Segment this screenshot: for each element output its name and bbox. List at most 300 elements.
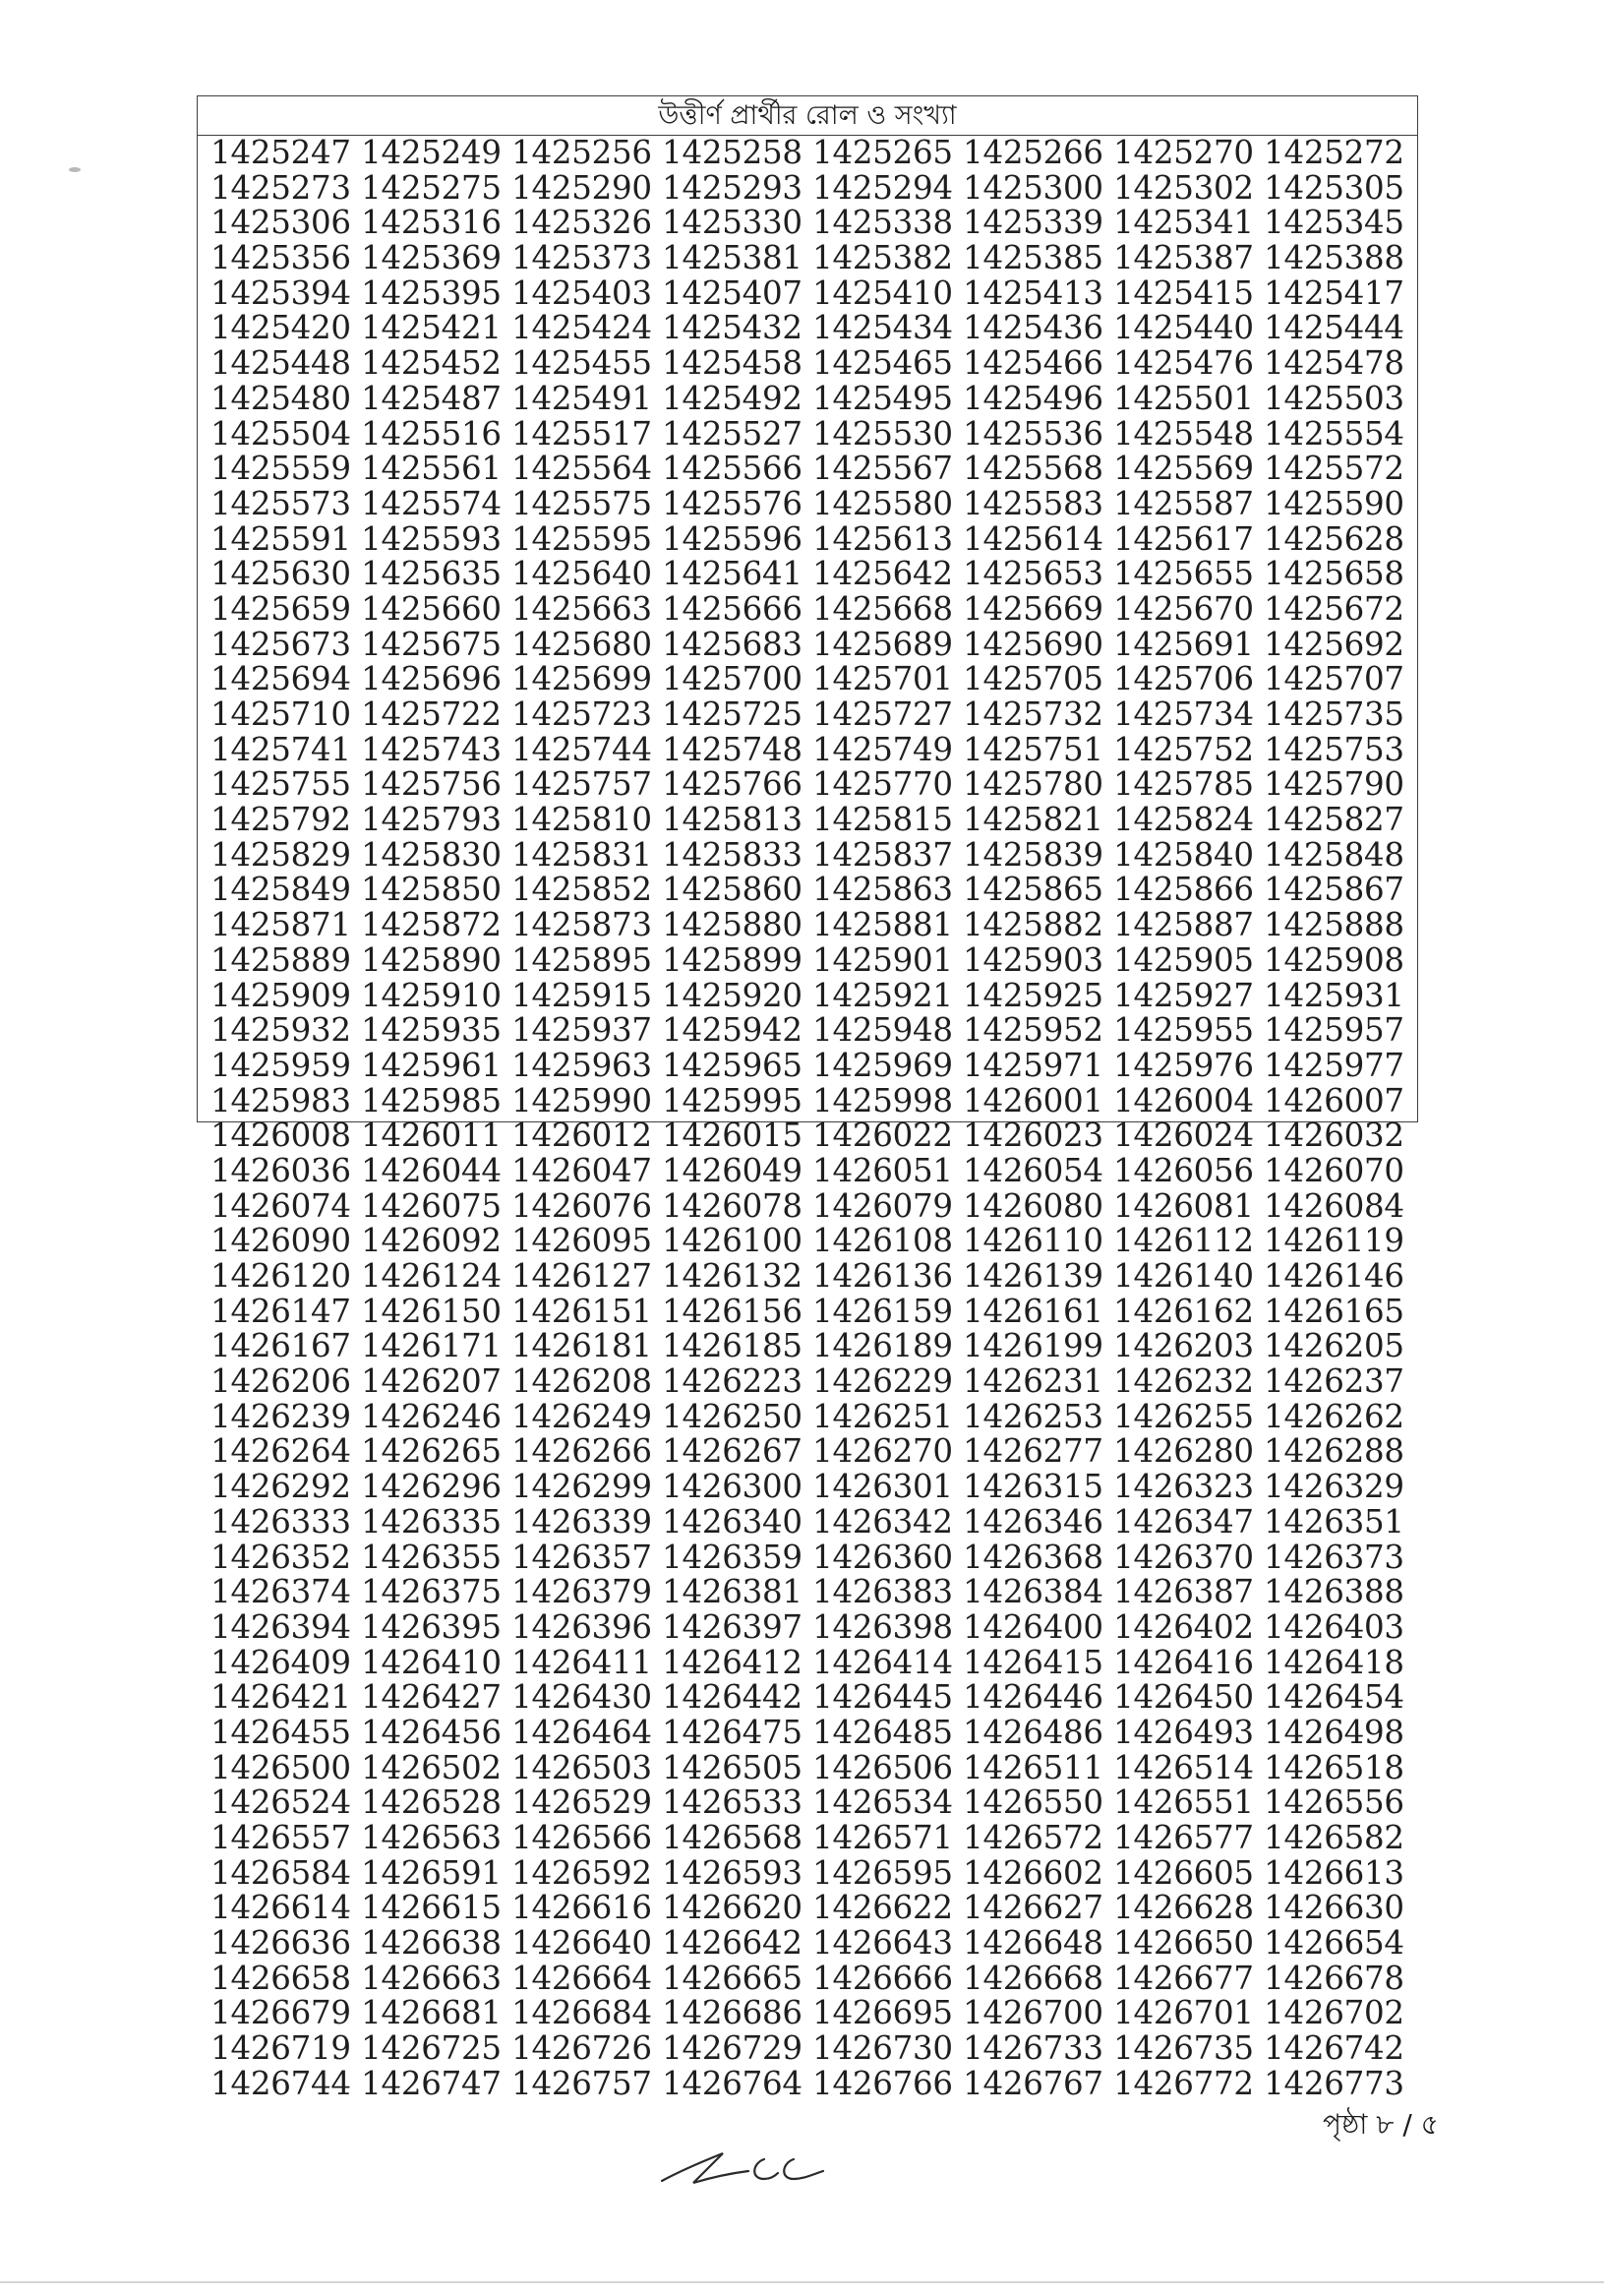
roll-number-cell: 1426339 xyxy=(511,1502,652,1541)
roll-number-cell: 1426403 xyxy=(1264,1607,1404,1646)
roll-number-cell: 1426266 xyxy=(511,1432,652,1471)
roll-number-cell: 1425417 xyxy=(1264,273,1404,312)
roll-number-cell: 1425969 xyxy=(812,1046,953,1084)
roll-number-cell: 1426681 xyxy=(361,1994,502,2032)
roll-number-cell: 1426729 xyxy=(662,2029,802,2068)
roll-number-cell: 1425955 xyxy=(1113,1011,1254,1050)
roll-number-cell: 1425326 xyxy=(511,204,652,242)
roll-number-cell: 1426551 xyxy=(1113,1783,1254,1822)
roll-number-cell: 1426412 xyxy=(662,1643,802,1681)
roll-number-cell: 1425663 xyxy=(511,589,652,628)
roll-number-cell: 1426161 xyxy=(963,1292,1103,1330)
roll-number-cell: 1426640 xyxy=(511,1924,652,1963)
roll-number-cell: 1426613 xyxy=(1264,1853,1404,1892)
roll-number-cell: 1426702 xyxy=(1264,1994,1404,2032)
roll-number-cell: 1425839 xyxy=(963,835,1103,874)
roll-number-cell: 1425395 xyxy=(361,273,502,312)
roll-number-cell: 1426075 xyxy=(361,1186,502,1225)
roll-number-cell: 1426493 xyxy=(1113,1713,1254,1751)
roll-number-cell: 1425403 xyxy=(511,273,652,312)
roll-number-cell: 1425316 xyxy=(361,204,502,242)
roll-number-cell: 1425641 xyxy=(662,555,802,593)
roll-number-cell: 1426237 xyxy=(1264,1362,1404,1401)
roll-number-cell: 1426726 xyxy=(511,2029,652,2068)
roll-number-cell: 1425725 xyxy=(662,695,802,733)
roll-number-cell: 1426265 xyxy=(361,1432,502,1471)
roll-number-cell: 1426347 xyxy=(1113,1502,1254,1541)
roll-number-cell: 1425770 xyxy=(812,765,953,804)
roll-number-cell: 1425373 xyxy=(511,239,652,277)
roll-number-cell: 1426208 xyxy=(511,1362,652,1401)
roll-number-cell: 1426678 xyxy=(1264,1959,1404,1997)
roll-number-cell: 1425266 xyxy=(963,134,1103,171)
roll-number-cell: 1425727 xyxy=(812,695,953,733)
roll-number-cell: 1425707 xyxy=(1264,660,1404,698)
roll-number-cell: 1425710 xyxy=(210,695,351,733)
roll-number-cell: 1426622 xyxy=(812,1889,953,1927)
roll-number-cell: 1425785 xyxy=(1113,765,1254,804)
roll-number-cell: 1426136 xyxy=(812,1257,953,1295)
roll-number-cell: 1426563 xyxy=(361,1819,502,1856)
roll-number-cell: 1425573 xyxy=(210,484,351,522)
roll-number-cell: 1426421 xyxy=(210,1678,351,1717)
roll-number-cell: 1426119 xyxy=(1264,1222,1404,1260)
roll-number-cell: 1426450 xyxy=(1113,1678,1254,1717)
roll-number-cell: 1425501 xyxy=(1113,379,1254,417)
roll-number-cell: 1426299 xyxy=(511,1468,652,1506)
roll-number-cell: 1426503 xyxy=(511,1748,652,1786)
roll-number-cell: 1425421 xyxy=(361,309,502,347)
roll-number-cell: 1425700 xyxy=(662,660,802,698)
roll-number-cell: 1425338 xyxy=(812,204,953,242)
roll-number-cell: 1425743 xyxy=(361,730,502,768)
roll-number-cell: 1425574 xyxy=(361,484,502,522)
roll-number-cell: 1425561 xyxy=(361,450,502,488)
roll-number-cell: 1426078 xyxy=(662,1186,802,1225)
roll-number-cell: 1425593 xyxy=(361,519,502,558)
roll-number-cell: 1426725 xyxy=(361,2029,502,2068)
roll-number-cell: 1425572 xyxy=(1264,450,1404,488)
roll-number-cell: 1425536 xyxy=(963,414,1103,453)
roll-number-cell: 1426051 xyxy=(812,1151,953,1189)
roll-number-cell: 1425985 xyxy=(361,1081,502,1119)
roll-number-cell: 1425345 xyxy=(1264,204,1404,242)
roll-number-cell: 1425394 xyxy=(210,273,351,312)
roll-number-cell: 1425793 xyxy=(361,801,502,839)
roll-number-cell: 1426374 xyxy=(210,1573,351,1611)
signature xyxy=(654,2140,851,2199)
roll-number-cell: 1426528 xyxy=(361,1783,502,1822)
roll-number-cell: 1426397 xyxy=(662,1607,802,1646)
roll-number-cell: 1425388 xyxy=(1264,239,1404,277)
roll-number-cell: 1425465 xyxy=(812,344,953,383)
roll-number-cell: 1426394 xyxy=(210,1607,351,1646)
roll-number-cell: 1426464 xyxy=(511,1713,652,1751)
roll-number-cell: 1425272 xyxy=(1264,134,1404,171)
roll-number-cell: 1426262 xyxy=(1264,1397,1404,1435)
roll-number-cell: 1426357 xyxy=(511,1538,652,1576)
roll-number-cell: 1426411 xyxy=(511,1643,652,1681)
roll-number-cell: 1426446 xyxy=(963,1678,1103,1717)
roll-number-cell: 1426100 xyxy=(662,1222,802,1260)
roll-number-cell: 1426593 xyxy=(662,1853,802,1892)
roll-number-cell: 1425568 xyxy=(963,450,1103,488)
roll-number-cell: 1426735 xyxy=(1113,2029,1254,2068)
roll-number-cell: 1426638 xyxy=(361,1924,502,1963)
roll-number-cell: 1425660 xyxy=(361,589,502,628)
roll-number-cell: 1425495 xyxy=(812,379,953,417)
roll-number-cell: 1426445 xyxy=(812,1678,953,1717)
roll-number-cell: 1426654 xyxy=(1264,1924,1404,1963)
roll-number-cell: 1425496 xyxy=(963,379,1103,417)
roll-number-cell: 1425925 xyxy=(963,976,1103,1014)
roll-number-cell: 1426572 xyxy=(963,1819,1103,1856)
roll-number-cell: 1425635 xyxy=(361,555,502,593)
roll-number-cell: 1425849 xyxy=(210,871,351,909)
roll-number-cell: 1425831 xyxy=(511,835,652,874)
roll-number-cell: 1425659 xyxy=(210,589,351,628)
roll-number-cell: 1425692 xyxy=(1264,625,1404,663)
roll-number-cell: 1425867 xyxy=(1264,871,1404,909)
roll-number-cell: 1426628 xyxy=(1113,1889,1254,1927)
roll-number-cell: 1426627 xyxy=(963,1889,1103,1927)
roll-number-cell: 1426566 xyxy=(511,1819,652,1856)
roll-number-cell: 1426329 xyxy=(1264,1468,1404,1506)
roll-number-cell: 1426665 xyxy=(662,1959,802,1997)
roll-number-cell: 1425410 xyxy=(812,273,953,312)
roll-number-cell: 1425504 xyxy=(210,414,351,453)
roll-number-cell: 1425860 xyxy=(662,871,802,909)
roll-number-cell: 1426147 xyxy=(210,1292,351,1330)
roll-number-cell: 1426766 xyxy=(812,2064,953,2102)
roll-number-cell: 1425890 xyxy=(361,940,502,979)
roll-number-cell: 1426747 xyxy=(361,2064,502,2102)
roll-number-cell: 1426550 xyxy=(963,1783,1103,1822)
roll-number-cell: 1425848 xyxy=(1264,835,1404,874)
roll-number-cell: 1425961 xyxy=(361,1046,502,1084)
roll-number-cell: 1426677 xyxy=(1113,1959,1254,1997)
roll-number-cell: 1425273 xyxy=(210,168,351,207)
roll-number-cell: 1425382 xyxy=(812,239,953,277)
roll-number-cell: 1426250 xyxy=(662,1397,802,1435)
roll-number-cell: 1426110 xyxy=(963,1222,1103,1260)
roll-number-cell: 1425455 xyxy=(511,344,652,383)
roll-number-cell: 1425744 xyxy=(511,730,652,768)
roll-number-cell: 1426772 xyxy=(1113,2064,1254,2102)
roll-number-cell: 1425517 xyxy=(511,414,652,453)
roll-number-cell: 1425415 xyxy=(1113,273,1254,312)
roll-number-cell: 1425476 xyxy=(1113,344,1254,383)
roll-number-cell: 1426007 xyxy=(1264,1081,1404,1119)
roll-number-cell: 1426270 xyxy=(812,1432,953,1471)
roll-number-cell: 1426203 xyxy=(1113,1327,1254,1365)
roll-number-cell: 1426108 xyxy=(812,1222,953,1260)
roll-number-cell: 1425755 xyxy=(210,765,351,804)
roll-number-cell: 1426455 xyxy=(210,1713,351,1751)
roll-number-cell: 1425748 xyxy=(662,730,802,768)
roll-number-cell: 1426351 xyxy=(1264,1502,1404,1541)
roll-number-cell: 1426296 xyxy=(361,1468,502,1506)
roll-number-cell: 1426595 xyxy=(812,1853,953,1892)
roll-number-cell: 1426023 xyxy=(963,1117,1103,1155)
roll-number-cell: 1425655 xyxy=(1113,555,1254,593)
roll-number-cell: 1425432 xyxy=(662,309,802,347)
roll-number-cell: 1426081 xyxy=(1113,1186,1254,1225)
roll-number-cell: 1425957 xyxy=(1264,1011,1404,1050)
roll-number-cell: 1426340 xyxy=(662,1502,802,1541)
roll-number-cell: 1426185 xyxy=(662,1327,802,1365)
roll-number-cell: 1425424 xyxy=(511,309,652,347)
roll-number-cell: 1425306 xyxy=(210,204,351,242)
roll-number-cell: 1425965 xyxy=(662,1046,802,1084)
roll-number-cell: 1425617 xyxy=(1113,519,1254,558)
roll-number-cell: 1425830 xyxy=(361,835,502,874)
roll-number-cell: 1425458 xyxy=(662,344,802,383)
roll-number-cell: 1426159 xyxy=(812,1292,953,1330)
roll-number-cell: 1425564 xyxy=(511,450,652,488)
roll-number-cell: 1425735 xyxy=(1264,695,1404,733)
roll-number-cell: 1425866 xyxy=(1113,871,1254,909)
roll-number-cell: 1425872 xyxy=(361,906,502,944)
roll-number-cell: 1426577 xyxy=(1113,1819,1254,1856)
roll-number-cell: 1426415 xyxy=(963,1643,1103,1681)
roll-number-cell: 1426181 xyxy=(511,1327,652,1365)
roll-number-cell: 1426011 xyxy=(361,1117,502,1155)
roll-number-cell: 1425300 xyxy=(963,168,1103,207)
roll-number-cell: 1425852 xyxy=(511,871,652,909)
roll-number-cell: 1425815 xyxy=(812,801,953,839)
roll-number-cell: 1426373 xyxy=(1264,1538,1404,1576)
roll-number-cell: 1426012 xyxy=(511,1117,652,1155)
roll-number-cell: 1426124 xyxy=(361,1257,502,1295)
roll-number-cell: 1426614 xyxy=(210,1889,351,1927)
roll-number-cell: 1426095 xyxy=(511,1222,652,1260)
roll-number-cell: 1425503 xyxy=(1264,379,1404,417)
roll-number-cell: 1426264 xyxy=(210,1432,351,1471)
roll-number-cell: 1425614 xyxy=(963,519,1103,558)
roll-number-cell: 1425293 xyxy=(662,168,802,207)
roll-number-cell: 1425381 xyxy=(662,239,802,277)
roll-number-cell: 1426206 xyxy=(210,1362,351,1401)
roll-number-cell: 1425927 xyxy=(1113,976,1254,1014)
roll-number-cell: 1425963 xyxy=(511,1046,652,1084)
roll-number-cell: 1425749 xyxy=(812,730,953,768)
roll-number-cell: 1426008 xyxy=(210,1117,351,1155)
roll-number-cell: 1426518 xyxy=(1264,1748,1404,1786)
roll-number-cell: 1426502 xyxy=(361,1748,502,1786)
roll-number-cell: 1425935 xyxy=(361,1011,502,1050)
roll-number-cell: 1425948 xyxy=(812,1011,953,1050)
roll-number-cell: 1426139 xyxy=(963,1257,1103,1295)
roll-number-cell: 1426456 xyxy=(361,1713,502,1751)
roll-number-cell: 1425792 xyxy=(210,801,351,839)
roll-number-cell: 1426333 xyxy=(210,1502,351,1541)
roll-number-cell: 1426454 xyxy=(1264,1678,1404,1717)
roll-number-cell: 1425294 xyxy=(812,168,953,207)
table-title: উত্তীর্ণ প্রার্থীর রোল ও সংখ্যা xyxy=(198,96,1417,136)
roll-number-cell: 1426571 xyxy=(812,1819,953,1856)
roll-number-cell: 1425452 xyxy=(361,344,502,383)
roll-number-cell: 1426015 xyxy=(662,1117,802,1155)
roll-number-cell: 1425850 xyxy=(361,871,502,909)
roll-number-cell: 1425691 xyxy=(1113,625,1254,663)
roll-number-cell: 1426001 xyxy=(963,1081,1103,1119)
roll-number-cell: 1426292 xyxy=(210,1468,351,1506)
roll-number-cell: 1426199 xyxy=(963,1327,1103,1365)
roll-number-cell: 1426666 xyxy=(812,1959,953,1997)
roll-number-cell: 1425466 xyxy=(963,344,1103,383)
roll-number-cell: 1426132 xyxy=(662,1257,802,1295)
roll-number-cell: 1425905 xyxy=(1113,940,1254,979)
roll-number-cell: 1426300 xyxy=(662,1468,802,1506)
roll-number-cell: 1426695 xyxy=(812,1994,953,2032)
roll-number-cell: 1425790 xyxy=(1264,765,1404,804)
roll-number-cell: 1425387 xyxy=(1113,239,1254,277)
roll-number-cell: 1425567 xyxy=(812,450,953,488)
roll-number-cell: 1425908 xyxy=(1264,940,1404,979)
roll-number-cell: 1426092 xyxy=(361,1222,502,1260)
roll-number-cell: 1426167 xyxy=(210,1327,351,1365)
roll-number-cell: 1425901 xyxy=(812,940,953,979)
roll-number-cell: 1425491 xyxy=(511,379,652,417)
roll-number-cell: 1426383 xyxy=(812,1573,953,1611)
roll-number-cell: 1425385 xyxy=(963,239,1103,277)
roll-number-cell: 1426171 xyxy=(361,1327,502,1365)
roll-number-cell: 1426223 xyxy=(662,1362,802,1401)
roll-number-cell: 1426742 xyxy=(1264,2029,1404,2068)
roll-number-cell: 1426767 xyxy=(963,2064,1103,2102)
roll-number-cell: 1426387 xyxy=(1113,1573,1254,1611)
roll-number-cell: 1425265 xyxy=(812,134,953,171)
roll-number-cell: 1425895 xyxy=(511,940,652,979)
roll-number-cell: 1426764 xyxy=(662,2064,802,2102)
roll-number-cell: 1426127 xyxy=(511,1257,652,1295)
roll-number-cell: 1425752 xyxy=(1113,730,1254,768)
roll-number-cell: 1425756 xyxy=(361,765,502,804)
roll-number-cell: 1425356 xyxy=(210,239,351,277)
roll-number-cell: 1425666 xyxy=(662,589,802,628)
roll-number-cell: 1425810 xyxy=(511,801,652,839)
roll-number-cell: 1425258 xyxy=(662,134,802,171)
roll-number-cell: 1425580 xyxy=(812,484,953,522)
roll-number-cell: 1426410 xyxy=(361,1643,502,1681)
roll-number-grid xyxy=(198,136,1417,2102)
roll-number-cell: 1426636 xyxy=(210,1924,351,1963)
roll-number-cell: 1425583 xyxy=(963,484,1103,522)
roll-number-cell: 1425780 xyxy=(963,765,1103,804)
roll-number-cell: 1426070 xyxy=(1264,1151,1404,1189)
roll-number-cell: 1426402 xyxy=(1113,1607,1254,1646)
roll-number-cell: 1426615 xyxy=(361,1889,502,1927)
roll-number-cell: 1425932 xyxy=(210,1011,351,1050)
roll-number-cell: 1425701 xyxy=(812,660,953,698)
roll-number-cell: 1426359 xyxy=(662,1538,802,1576)
roll-number-cell: 1425952 xyxy=(963,1011,1103,1050)
roll-number-cell: 1425837 xyxy=(812,835,953,874)
roll-number-cell: 1426730 xyxy=(812,2029,953,2068)
roll-number-cell: 1425413 xyxy=(963,273,1103,312)
roll-number-cell: 1426346 xyxy=(963,1502,1103,1541)
roll-number-cell: 1425706 xyxy=(1113,660,1254,698)
roll-number-cell: 1426498 xyxy=(1264,1713,1404,1751)
roll-number-cell: 1426022 xyxy=(812,1117,953,1155)
roll-number-cell: 1425871 xyxy=(210,906,351,944)
roll-number-cell: 1426120 xyxy=(210,1257,351,1295)
roll-number-cell: 1426189 xyxy=(812,1327,953,1365)
roll-number-cell: 1425670 xyxy=(1113,589,1254,628)
roll-number-cell: 1425976 xyxy=(1113,1046,1254,1084)
roll-number-cell: 1426616 xyxy=(511,1889,652,1927)
roll-number-cell: 1426582 xyxy=(1264,1819,1404,1856)
roll-number-cell: 1425566 xyxy=(662,450,802,488)
roll-number-cell: 1426253 xyxy=(963,1397,1103,1435)
roll-number-cell: 1426642 xyxy=(662,1924,802,1963)
roll-number-cell: 1426047 xyxy=(511,1151,652,1189)
roll-number-cell: 1425653 xyxy=(963,555,1103,593)
roll-number-cell: 1426076 xyxy=(511,1186,652,1225)
roll-number-cell: 1426684 xyxy=(511,1994,652,2032)
roll-number-cell: 1426395 xyxy=(361,1607,502,1646)
roll-number-cell: 1425478 xyxy=(1264,344,1404,383)
roll-number-cell: 1425247 xyxy=(210,134,351,171)
roll-number-cell: 1426556 xyxy=(1264,1783,1404,1822)
roll-number-cell: 1426500 xyxy=(210,1748,351,1786)
roll-number-cell: 1426620 xyxy=(662,1889,802,1927)
roll-number-cell: 1425888 xyxy=(1264,906,1404,944)
roll-number-cell: 1425990 xyxy=(511,1081,652,1119)
roll-number-cell: 1426231 xyxy=(963,1362,1103,1401)
roll-number-cell: 1425270 xyxy=(1113,134,1254,171)
roll-number-cell: 1426232 xyxy=(1113,1362,1254,1401)
roll-number-cell: 1426352 xyxy=(210,1538,351,1576)
roll-number-cell: 1425971 xyxy=(963,1046,1103,1084)
roll-number-cell: 1426418 xyxy=(1264,1643,1404,1681)
roll-number-cell: 1426668 xyxy=(963,1959,1103,1997)
roll-number-cell: 1426079 xyxy=(812,1186,953,1225)
roll-number-cell: 1426384 xyxy=(963,1573,1103,1611)
result-table xyxy=(197,95,1418,2102)
roll-number-cell: 1426370 xyxy=(1113,1538,1254,1576)
roll-number-cell: 1425440 xyxy=(1113,309,1254,347)
scan-speck xyxy=(69,167,81,172)
roll-number-cell: 1425977 xyxy=(1264,1046,1404,1084)
roll-number-cell: 1425559 xyxy=(210,450,351,488)
roll-number-cell: 1425675 xyxy=(361,625,502,663)
roll-number-cell: 1426427 xyxy=(361,1678,502,1717)
roll-number-cell: 1426430 xyxy=(511,1678,652,1717)
roll-number-cell: 1426335 xyxy=(361,1502,502,1541)
page-edge xyxy=(0,2281,1604,2283)
roll-number-cell: 1426650 xyxy=(1113,1924,1254,1963)
roll-number-cell: 1425576 xyxy=(662,484,802,522)
roll-number-cell: 1425840 xyxy=(1113,835,1254,874)
roll-number-cell: 1425732 xyxy=(963,695,1103,733)
roll-number-cell: 1425434 xyxy=(812,309,953,347)
roll-number-cell: 1425723 xyxy=(511,695,652,733)
roll-number-cell: 1426396 xyxy=(511,1607,652,1646)
roll-number-cell: 1426054 xyxy=(963,1151,1103,1189)
roll-number-cell: 1425487 xyxy=(361,379,502,417)
roll-number-cell: 1425690 xyxy=(963,625,1103,663)
roll-number-cell: 1425983 xyxy=(210,1081,351,1119)
roll-number-cell: 1426024 xyxy=(1113,1117,1254,1155)
roll-number-cell: 1425865 xyxy=(963,871,1103,909)
roll-number-cell: 1425694 xyxy=(210,660,351,698)
roll-number-cell: 1426249 xyxy=(511,1397,652,1435)
roll-number-cell: 1426090 xyxy=(210,1222,351,1260)
roll-number-cell: 1425369 xyxy=(361,239,502,277)
roll-number-cell: 1425587 xyxy=(1113,484,1254,522)
